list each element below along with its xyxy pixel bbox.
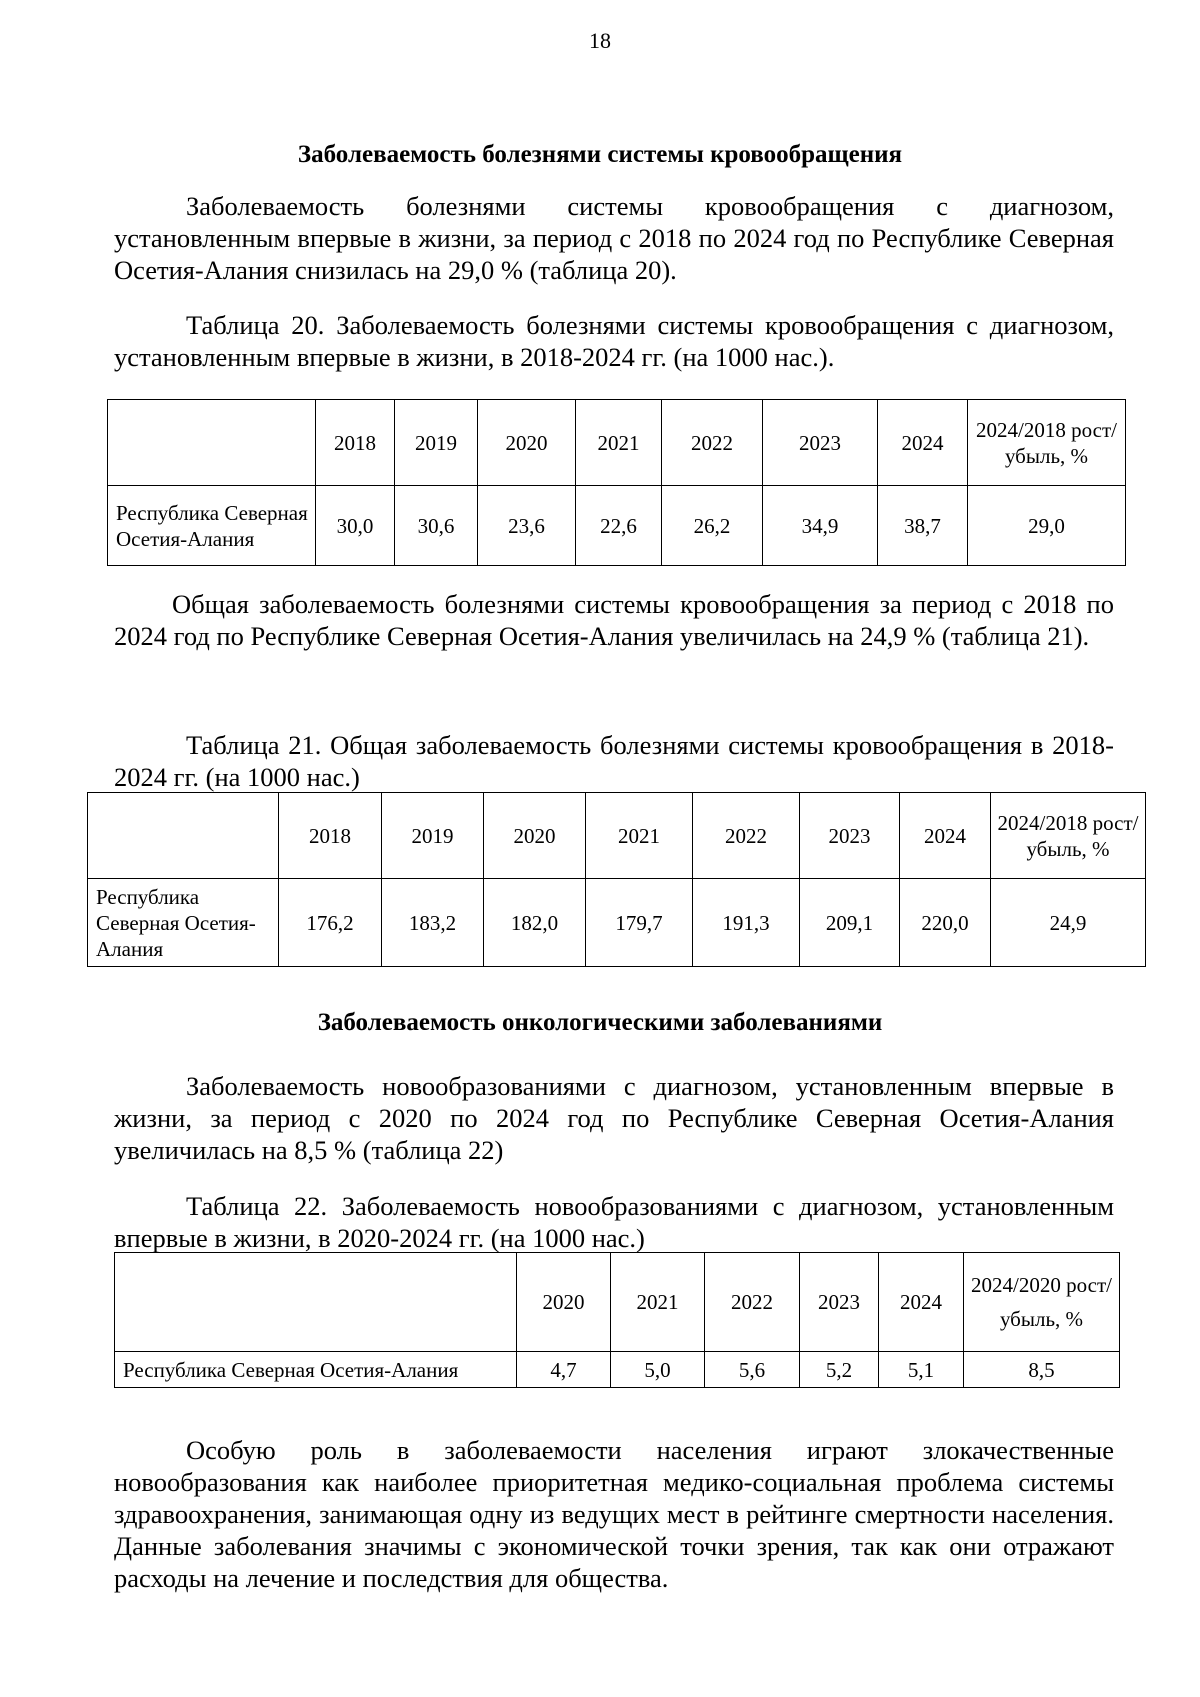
table-corner-cell [115,1253,517,1352]
year-header: 2022 [705,1253,800,1352]
year-header: 2024 [879,1253,964,1352]
paragraph-malignant-neoplasms: Особую роль в заболеваемости населения играют злокачественные новообразования как наиболее приоритетная медико-социальная проблема системы здравоохранения, занимающая одну из ведущих мест в рейтинге смертности населения. Данные заболевания значимы с экономической точки зрения, так как они отражают расходы на лечение и последствия для общества. [114,1435,1114,1593]
change-cell: 29,0 [968,486,1126,566]
table-row [88,879,1146,967]
paragraph-neoplasm-incidence: Заболеваемость новообразованиями с диагнозом, установленным впервые в жизни, за период с 2020 по 2024 год по Республике Северная Осетия-Алания увеличилась на 8,5 % (таблица 22) [114,1071,1114,1165]
year-header: 2019 [382,793,484,879]
year-header: 2022 [693,793,800,879]
value-cell: 5,1 [879,1352,964,1388]
value-cell: 23,6 [478,486,576,566]
region-cell: Республика Северная Осетия-Алания [88,879,279,967]
table-header-row [88,793,1146,879]
year-header: 2023 [763,400,878,486]
table-20 [107,399,1126,566]
change-cell: 24,9 [991,879,1146,967]
page-number: 18 [589,28,611,53]
table-corner-cell [88,793,279,879]
value-cell: 209,1 [800,879,900,967]
year-header: 2021 [611,1253,705,1352]
year-header: 2021 [576,400,662,486]
value-cell: 4,7 [517,1352,611,1388]
region-cell: Республика Северная Осетия-Алания [108,486,316,566]
year-header: 2020 [517,1253,611,1352]
table20-caption: Таблица 20. Заболеваемость болезнями системы кровообращения с диагнозом, установленным впервые в жизни, в 2018-2024 гг. (на 1000 нас.). [114,310,1114,372]
value-cell: 22,6 [576,486,662,566]
value-cell: 26,2 [662,486,763,566]
year-header: 2018 [279,793,382,879]
value-cell: 5,2 [800,1352,879,1388]
change-header: 2024/2018 рост/ убыль, % [991,793,1146,879]
year-header: 2018 [316,400,395,486]
year-header: 2023 [800,1253,879,1352]
value-cell: 5,6 [705,1352,800,1388]
year-header: 2019 [395,400,478,486]
paragraph-total-incidence: Общая заболеваемость болезнями системы кровообращения за период с 2018 по 2024 год по Республике Северная Осетия-Алания увеличилась на 24,9 % (таблица 21). [114,589,1114,651]
value-cell: 220,0 [900,879,991,967]
value-cell: 5,0 [611,1352,705,1388]
change-header: 2024/2020 рост/ убыль, % [964,1253,1120,1352]
year-header: 2024 [900,793,991,879]
table-row [108,486,1126,566]
table22-caption: Таблица 22. Заболеваемость новообразованиями с диагнозом, установленным впервые в жизни, в 2020-2024 гг. (на 1000 нас.) [114,1191,1114,1253]
value-cell: 30,0 [316,486,395,566]
value-cell: 30,6 [395,486,478,566]
table21-caption: Таблица 21. Общая заболеваемость болезнями системы кровообращения в 2018-2024 гг. (на 1000 нас.) [114,730,1114,792]
section-heading-oncology: Заболеваемость онкологическими заболеваниями [317,1009,883,1036]
table-header-row [115,1253,1120,1352]
paragraph-primary-incidence: Заболеваемость болезнями системы кровообращения с диагнозом, установленным впервые в жизни, за период с 2018 по 2024 год по Республике Северная Осетия-Алания снизилась на 29,0 % (таблица 20). [114,191,1114,285]
value-cell: 179,7 [586,879,693,967]
value-cell: 38,7 [878,486,968,566]
region-cell: Республика Северная Осетия-Алания [115,1352,517,1388]
section-heading-circulatory: Заболеваемость болезнями системы кровообращения [297,141,903,168]
year-header: 2021 [586,793,693,879]
year-header: 2020 [478,400,576,486]
year-header: 2022 [662,400,763,486]
change-header: 2024/2018 рост/убыль, % [968,400,1126,486]
table-corner-cell [108,400,316,486]
value-cell: 182,0 [484,879,586,967]
value-cell: 176,2 [279,879,382,967]
value-cell: 183,2 [382,879,484,967]
table-21 [87,792,1146,967]
year-header: 2020 [484,793,586,879]
value-cell: 34,9 [763,486,878,566]
table-22 [114,1252,1120,1388]
value-cell: 191,3 [693,879,800,967]
year-header: 2023 [800,793,900,879]
table-row [115,1352,1120,1388]
year-header: 2024 [878,400,968,486]
table-header-row [108,400,1126,486]
change-cell: 8,5 [964,1352,1120,1388]
